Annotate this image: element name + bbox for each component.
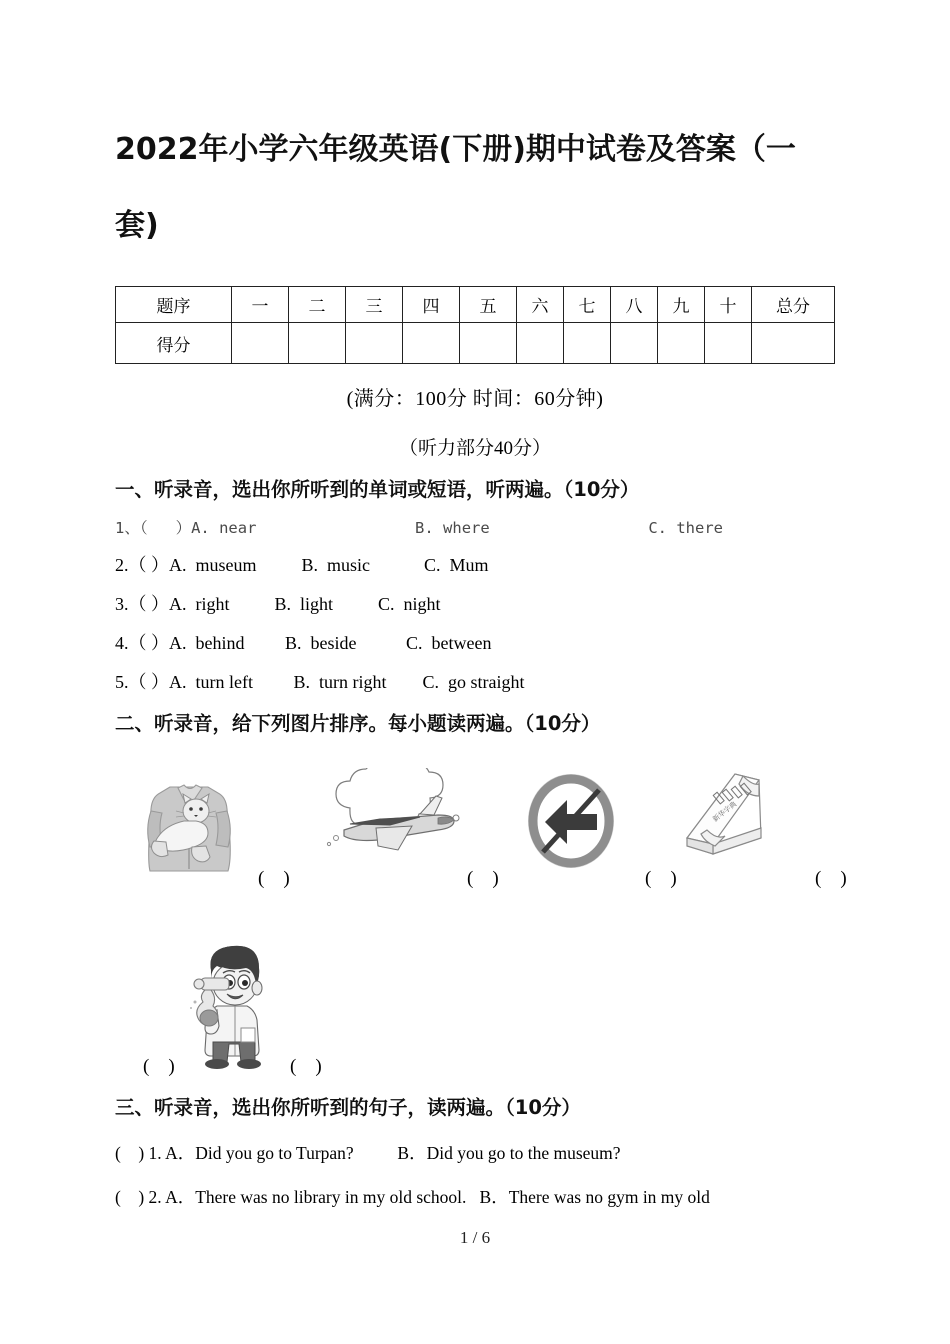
dictionary-title-text: 新华字典 xyxy=(711,799,739,824)
section-heading-1: 一、听录音，选出你所听到的单词或短语，听两遍。（10分） xyxy=(115,478,640,501)
picture-person-holding-cat xyxy=(140,771,240,876)
table-header-cell: 一 xyxy=(232,287,289,323)
table-header-cell: 五 xyxy=(460,287,517,323)
table-header-cell: 总分 xyxy=(752,287,835,323)
answer-blank[interactable]: ( ) xyxy=(258,867,290,889)
picture-boy-scientist-with-flask xyxy=(183,942,283,1070)
score-cell[interactable] xyxy=(658,323,705,364)
score-row-label: 得分 xyxy=(116,323,232,364)
page-footer: 1 / 6 xyxy=(459,1228,491,1247)
score-table xyxy=(115,286,835,364)
score-cell-total[interactable] xyxy=(752,323,835,364)
table-row-headers xyxy=(116,287,835,323)
score-cell[interactable] xyxy=(517,323,564,364)
table-header-cell: 六 xyxy=(517,287,564,323)
page-title: 2022年小学六年级英语(下册)期中试卷及答案（一套) xyxy=(115,132,796,243)
question-item: 2.（ ）A. museum B. music C. Mum xyxy=(115,555,489,576)
answer-blank[interactable]: ( ) xyxy=(467,867,499,889)
answer-blank[interactable]: ( ) xyxy=(645,867,677,889)
score-cell[interactable] xyxy=(232,323,289,364)
score-cell[interactable] xyxy=(611,323,658,364)
score-cell[interactable] xyxy=(564,323,611,364)
table-header-cell: 八 xyxy=(611,287,658,323)
picture-airplane-in-clouds xyxy=(320,768,465,868)
question-item: 1、（ ）A. near B. where C. there xyxy=(115,519,723,538)
score-cell[interactable] xyxy=(403,323,460,364)
question-item: ( ) 2. A．There was no library in my old school. B．There was no gym in my old xyxy=(115,1186,710,1207)
score-cell[interactable] xyxy=(346,323,403,364)
question-item: ( ) 1. A．Did you go to Turpan? B．Did you go to the museum? xyxy=(115,1142,621,1163)
table-row-scores xyxy=(116,323,835,364)
table-header-cell: 二 xyxy=(289,287,346,323)
picture-dictionary-book xyxy=(673,768,773,868)
table-header-cell: 十 xyxy=(705,287,752,323)
question-item: 5.（ ）A. turn left B. turn right C. go straight xyxy=(115,672,525,693)
table-header-cell: 三 xyxy=(346,287,403,323)
table-header-cell: 九 xyxy=(658,287,705,323)
question-item: 3.（ ）A. right B. light C. night xyxy=(115,594,441,615)
score-cell[interactable] xyxy=(460,323,517,364)
exam-info: (满分：100分 时间：60分钟) xyxy=(346,388,604,410)
section-heading-3: 三、听录音，选出你所听到的句子，读两遍。（10分） xyxy=(115,1095,581,1119)
section-heading-2: 二、听录音，给下列图片排序。每小题读两遍。（10分） xyxy=(115,712,601,736)
score-cell[interactable] xyxy=(289,323,346,364)
table-header-cell: 题序 xyxy=(116,287,232,323)
answer-blank[interactable]: ( ) xyxy=(143,1055,175,1077)
picture-no-left-turn-sign xyxy=(525,772,617,870)
picture-row-1 xyxy=(115,760,847,890)
question-item: 4.（ ）A. behind B. beside C. between xyxy=(115,633,492,654)
table-header-cell: 七 xyxy=(564,287,611,323)
picture-row-2 xyxy=(115,928,835,1078)
answer-blank-extra[interactable]: ( ) xyxy=(290,1055,322,1077)
listening-banner: （听力部分40分） xyxy=(398,438,551,459)
score-cell[interactable] xyxy=(705,323,752,364)
table-header-cell: 四 xyxy=(403,287,460,323)
answer-blank[interactable]: ( ) xyxy=(815,867,847,889)
